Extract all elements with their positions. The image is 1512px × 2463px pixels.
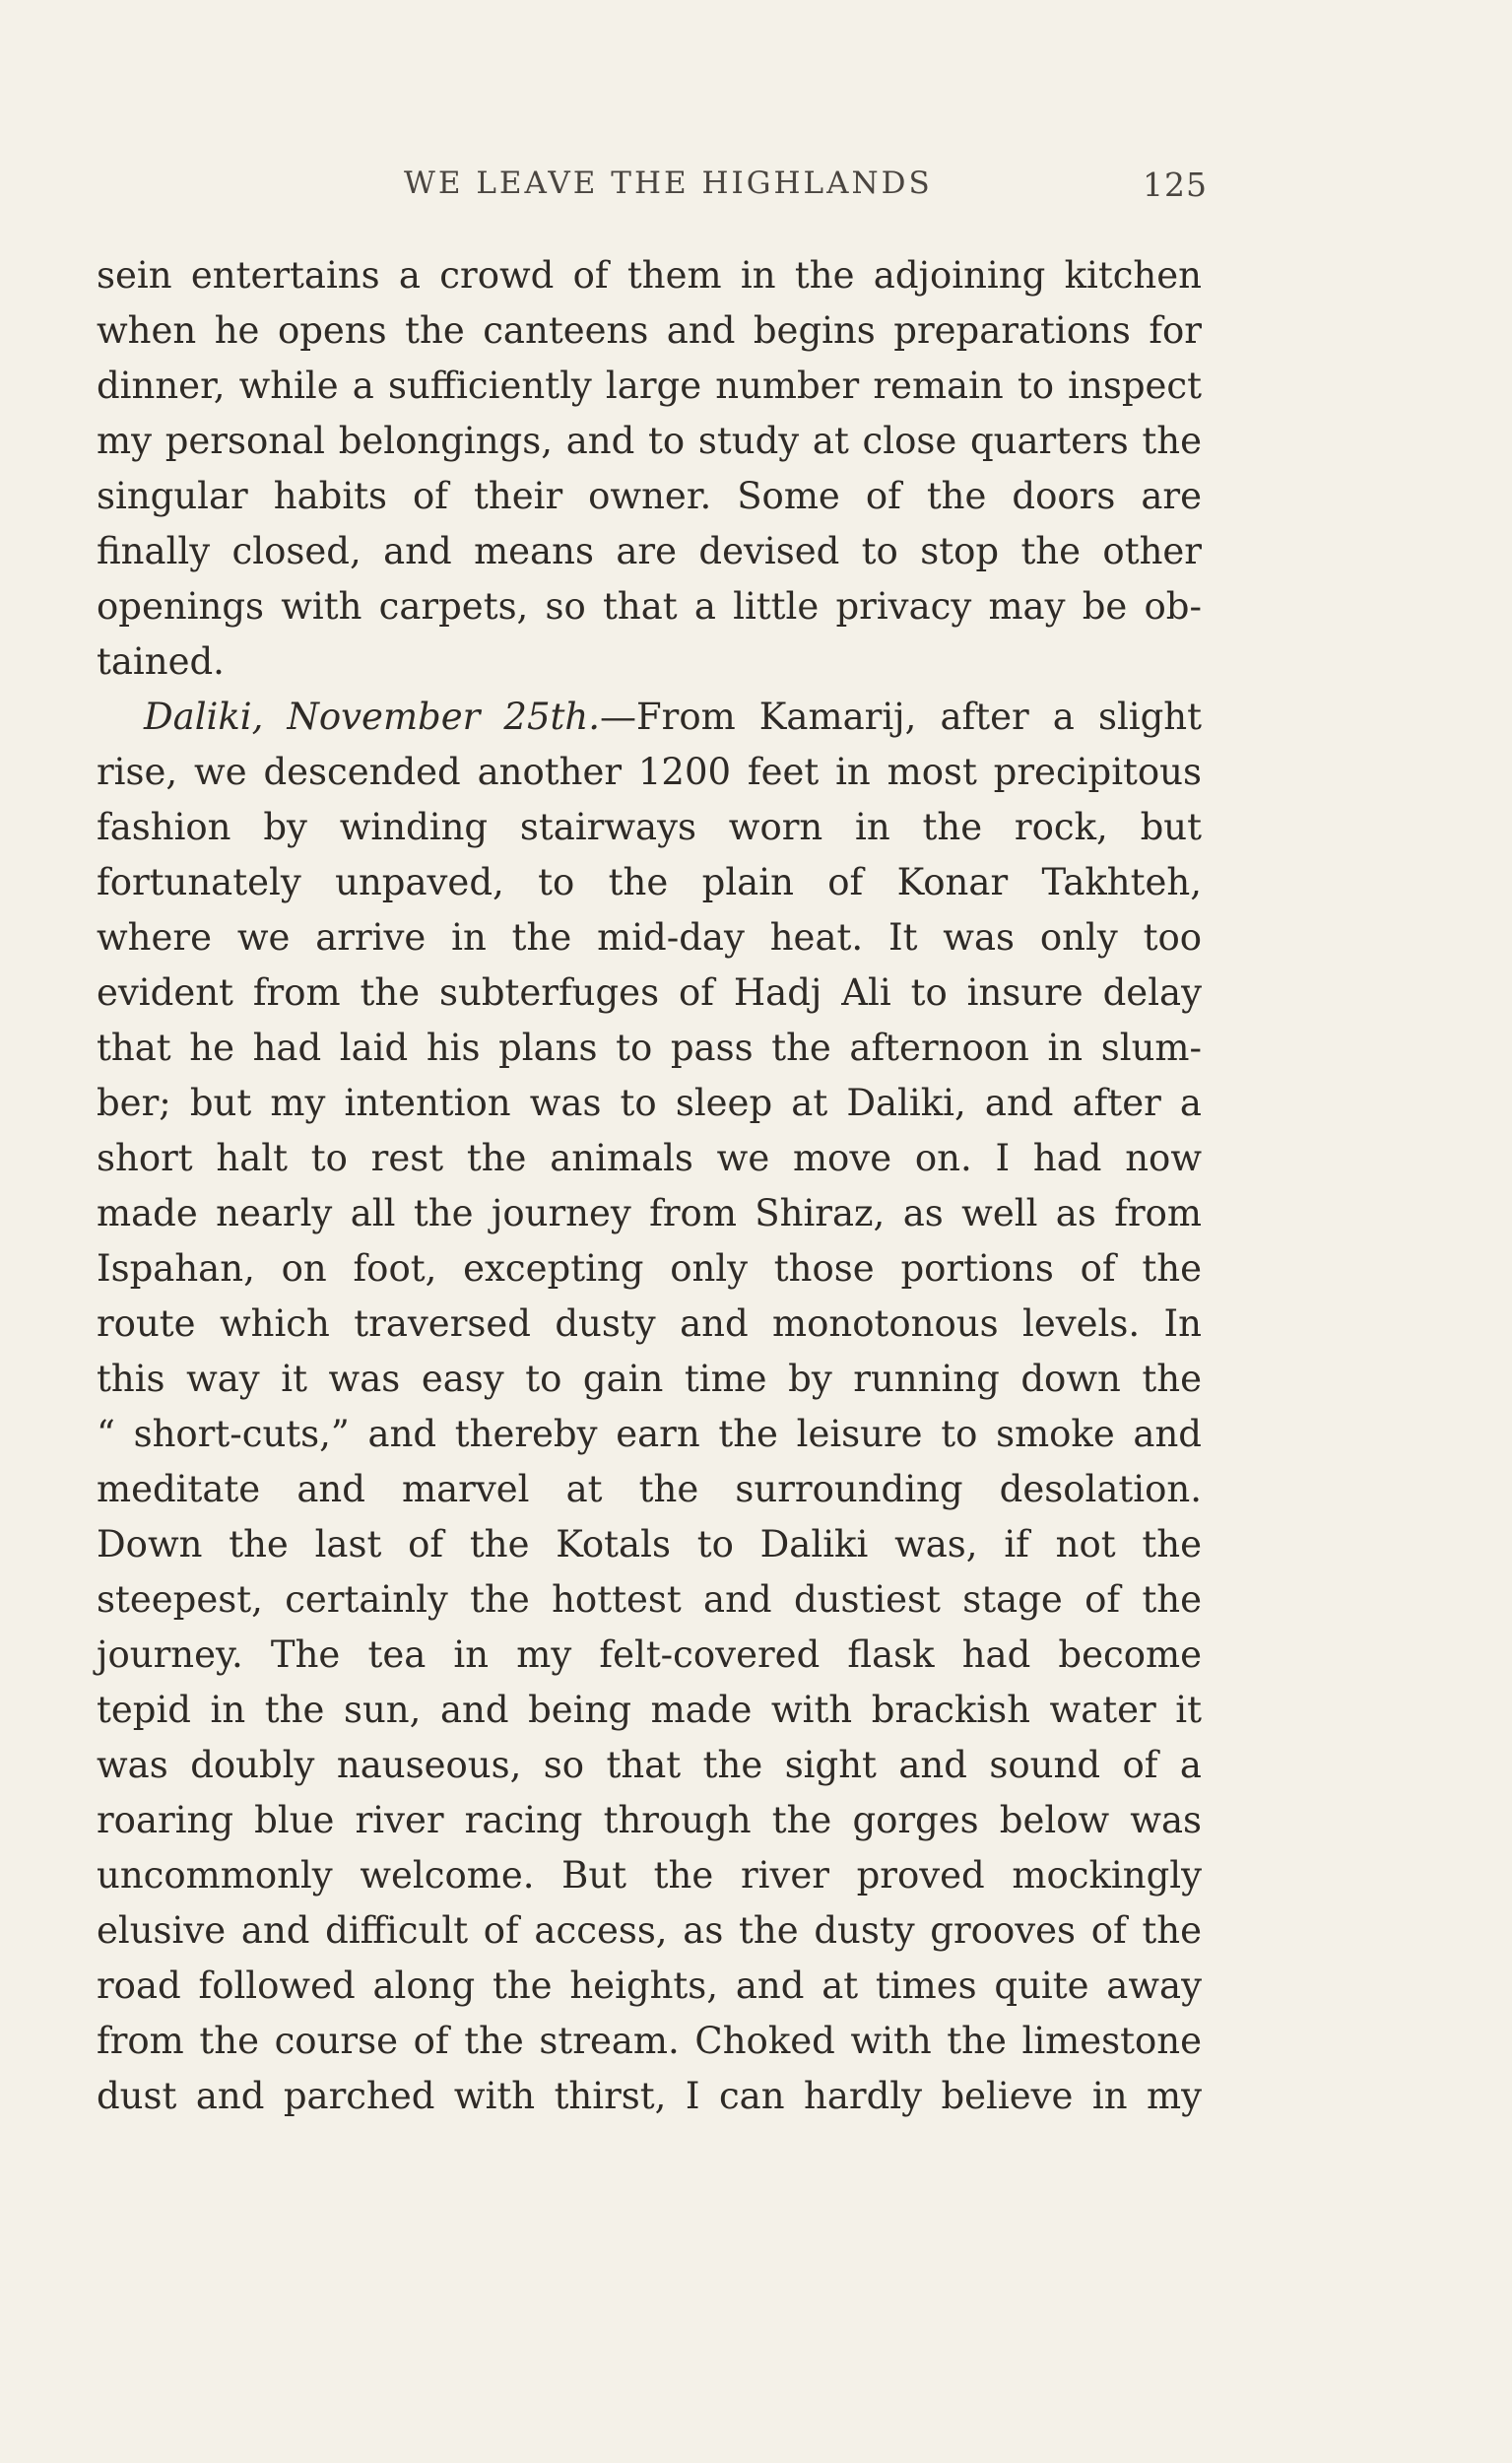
- text-line: was doubly nauseous, so that the sight and sound of a: [97, 1744, 1202, 1786]
- text-line: journey. The tea in my felt-covered flask had become: [97, 1633, 1202, 1676]
- text-line: Down the last of the Kotals to Daliki was, if not the: [97, 1523, 1202, 1565]
- text-line: rise, we descended another 1200 feet in most precipitous: [97, 751, 1202, 793]
- text-line: dust and parched with thirst, I can hardly believe in my: [97, 2075, 1202, 2117]
- text-line: elusive and difficult of access, as the dusty grooves of the: [97, 1909, 1202, 1952]
- text-line: road followed along the heights, and at times quite away: [97, 1964, 1202, 2007]
- text-line: where we arrive in the mid-day heat. It was only too: [97, 916, 1202, 959]
- text-line: fashion by winding stairways worn in the rock, but: [97, 806, 1202, 848]
- text-line: tepid in the sun, and being made with brackish water it: [97, 1689, 1202, 1731]
- text-line: this way it was easy to gain time by running down the: [97, 1358, 1202, 1400]
- text-line: “ short-cuts,” and thereby earn the leisure to smoke and: [97, 1413, 1202, 1455]
- text-line: my personal belongings, and to study at close quarters the: [97, 420, 1202, 462]
- text-line: singular habits of their owner. Some of the doors are: [97, 475, 1202, 517]
- running-head: WE LEAVE THE HIGHLANDS: [404, 166, 933, 201]
- text-line: meditate and marvel at the surrounding desolation.: [97, 1468, 1202, 1510]
- text-line: openings with carpets, so that a little privacy may be ob-: [97, 585, 1202, 628]
- text-line: dinner, while a sufficiently large number remain to inspect: [97, 365, 1202, 407]
- text-line: uncommonly welcome. But the river proved mockingly: [97, 1854, 1202, 1897]
- text-line: —From Kamarij, after a slight: [599, 696, 1202, 738]
- text-line: finally closed, and means are devised to stop the other: [97, 530, 1202, 572]
- text-line: Ispahan, on foot, excepting only those portions of the: [97, 1247, 1202, 1290]
- text-line: route which traversed dusty and monotonous levels. In: [97, 1302, 1202, 1345]
- body-text: [97, 248, 1202, 2124]
- dateline: Daliki, November 25th.: [144, 696, 600, 738]
- text-line: fortunately unpaved, to the plain of Konar Takhteh,: [97, 861, 1202, 903]
- page-number: 125: [1143, 166, 1208, 204]
- text-line: steepest, certainly the hottest and dustiest stage of the: [97, 1578, 1202, 1621]
- text-line: made nearly all the journey from Shiraz, as well as from: [97, 1192, 1202, 1234]
- text-line: evident from the subterfuges of Hadj Ali to insure delay: [97, 971, 1202, 1014]
- text-line: short halt to rest the animals we move on. I had now: [97, 1137, 1202, 1179]
- text-line: when he opens the canteens and begins preparations for: [97, 309, 1202, 352]
- text-line: tained.: [97, 640, 225, 683]
- text-line: sein entertains a crowd of them in the adjoining kitchen: [97, 254, 1202, 297]
- text-line: that he had laid his plans to pass the afternoon in slum-: [97, 1027, 1202, 1069]
- text-line: ber; but my intention was to sleep at Daliki, and after a: [97, 1082, 1202, 1124]
- text-line: roaring blue river racing through the gorges below was: [97, 1799, 1202, 1841]
- dateline-line: [97, 690, 1202, 745]
- text-line: from the course of the stream. Choked with the limestone: [97, 2020, 1202, 2062]
